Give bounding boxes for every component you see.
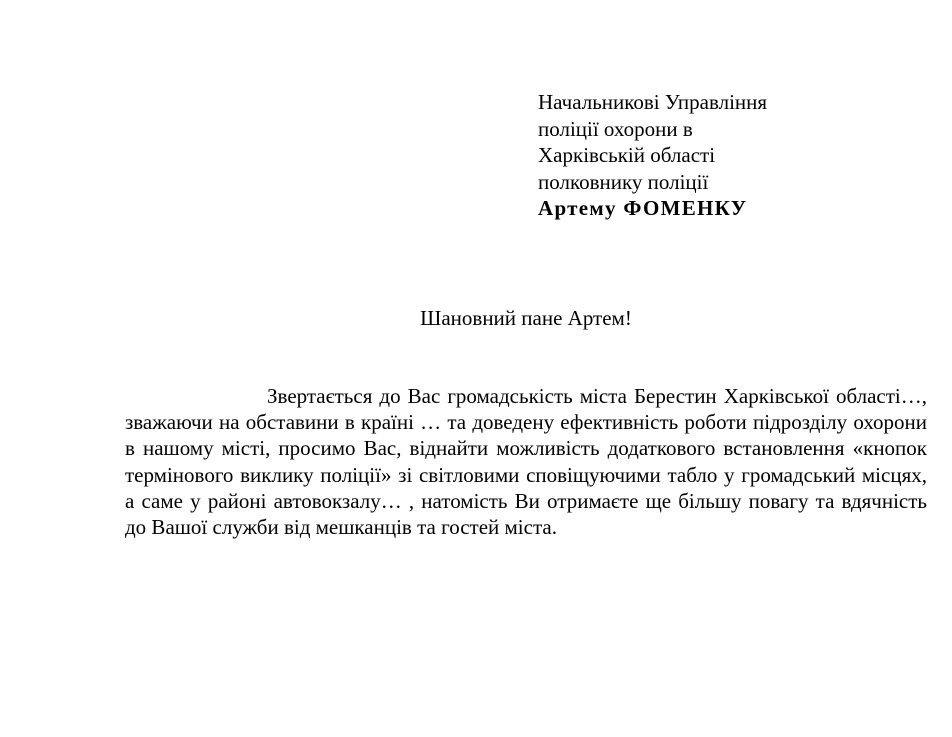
- salutation: Шановний пане Артем!: [420, 306, 632, 330]
- addressee-line-region: Харківській області: [538, 143, 716, 167]
- addressee-line-department: поліції охорони в: [538, 116, 693, 141]
- letter-body: Звертається до Вас громадськість міста Берестин Харківської області…, зважаючи на обставини в країні … та доведену ефективність роботи підрозділу охорони в нашому місті, просимо Вас, віднайти можливість додаткового встановлення «кнопок термінового виклику поліції» зі світловими сповіщуючими табло у громадський місцях, а саме у районі автовокзалу… , натомість Ви отримаєте ще більшу повагу та вдячність до Вашої служби від мешканців та гостей міста.: [125, 384, 927, 540]
- addressee-block: [538, 89, 918, 222]
- addressee-line-rank: полковнику поліції: [538, 169, 709, 194]
- addressee-line-position: Начальникові Управління: [538, 90, 768, 114]
- addressee-name: Артему ФОМЕНКУ: [538, 196, 748, 220]
